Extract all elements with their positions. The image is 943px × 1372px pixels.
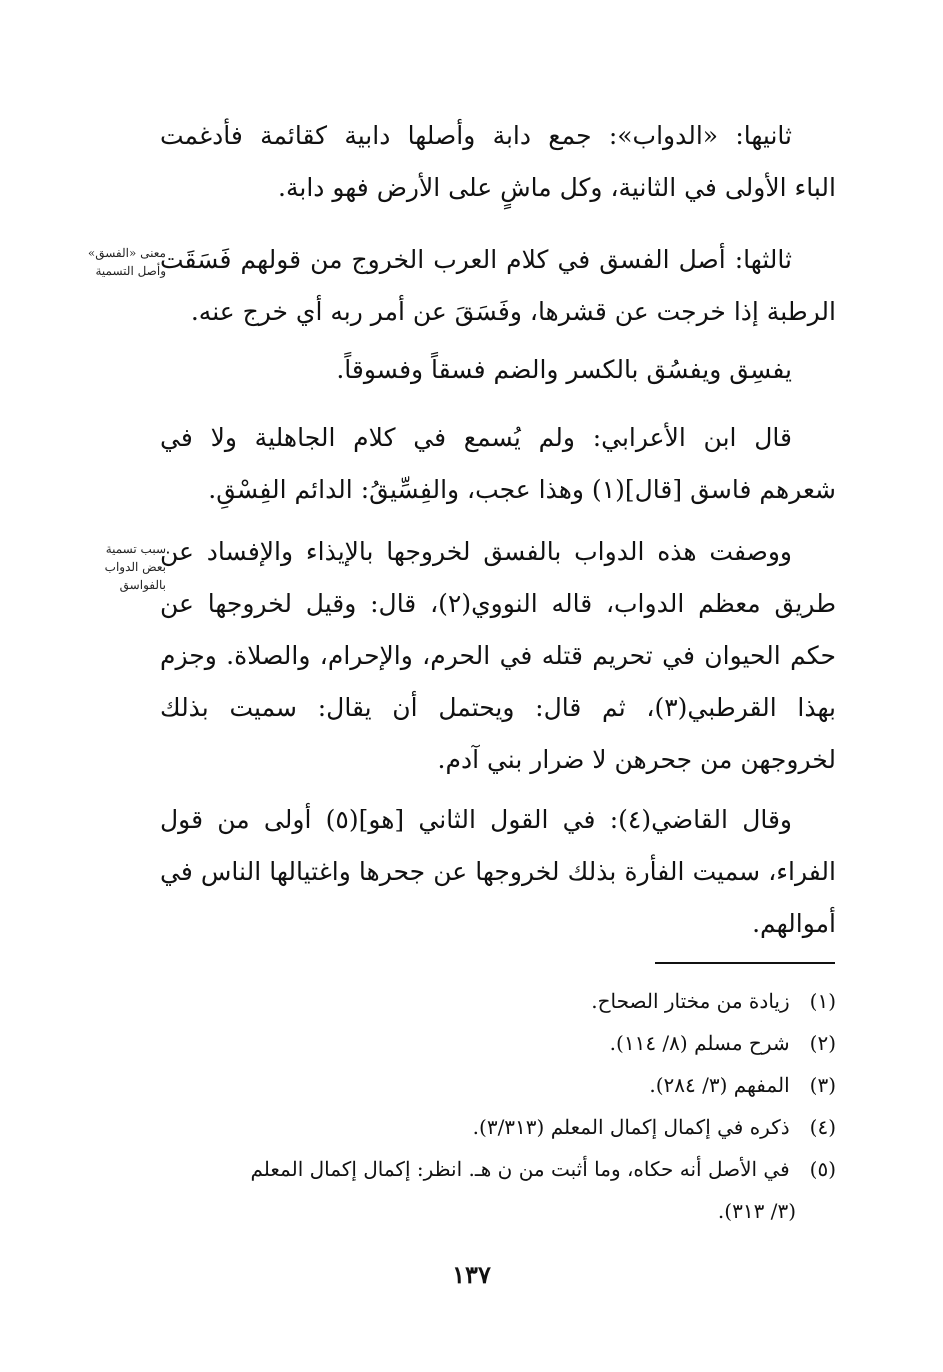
margin-note-2 xyxy=(70,540,166,594)
paragraph-line: قال ابن الأعرابي: ولم يُسمع في كلام الجاهلية ولا في xyxy=(160,423,792,452)
footnote-separator xyxy=(655,962,835,964)
paragraph-2 xyxy=(160,234,836,338)
margin-note-line: سبب تسمية xyxy=(105,542,166,556)
paragraph-line: حكم الحيوان في تحريم قتله في الحرم، والإحرام، والصلاة. وجزم xyxy=(160,641,836,670)
footnote-item xyxy=(160,1064,836,1106)
footnote-text: ذكره في إكمال إكمال المعلم (٣/٣١٣). xyxy=(472,1115,790,1139)
footnote-item xyxy=(160,1106,836,1148)
paragraph-1 xyxy=(160,110,836,214)
paragraph-4 xyxy=(160,412,836,516)
footnote-item xyxy=(160,1022,836,1064)
paragraph-3 xyxy=(160,344,836,396)
margin-note-line: وأصل التسمية xyxy=(95,264,166,278)
paragraph-line: طريق معظم الدواب، قاله النووي(٢)، قال: وقيل لخروجها عن xyxy=(160,589,836,618)
paragraph-line: يفسِق ويفسُق بالكسر والضم فسقاً وفسوقاً. xyxy=(336,355,792,384)
paragraph-6 xyxy=(160,794,836,950)
page-number: ١٣٧ xyxy=(452,1260,491,1289)
paragraph-line: ثالثها: أصل الفسق في كلام العرب الخروج من قولهم فَسَقَت xyxy=(160,245,792,274)
paragraph-line: لخروجهن من جحرهن لا ضرار بني آدم. xyxy=(437,745,836,774)
paragraph-5 xyxy=(160,526,836,786)
footnote-number: (٣) xyxy=(809,1073,836,1097)
footnote-item xyxy=(160,1148,836,1190)
paragraph-line: الباء الأولى في الثانية، وكل ماشٍ على الأرض فهو دابة. xyxy=(278,173,836,202)
footnotes xyxy=(160,980,836,1232)
footnote-number: (٥) xyxy=(809,1157,836,1181)
footnote-text: في الأصل أنه حكاه، وما أثبت من ن هـ. انظر: إكمال إكمال المعلم xyxy=(250,1157,790,1181)
paragraph-line: بهذا القرطبي(٣)، ثم قال: ويحتمل أن يقال: سميت بذلك xyxy=(160,693,836,722)
footnote-number: (٤) xyxy=(809,1115,836,1139)
margin-note-line: بعض الدواب xyxy=(104,560,166,574)
margin-note-line: بالفواسق xyxy=(119,578,166,592)
paragraph-line: أموالهم. xyxy=(752,909,836,938)
paragraph-line: الفراء، سميت الفأرة بذلك لخروجها عن جحرها واغتيالها الناس في xyxy=(160,857,836,886)
footnote-number: (٢) xyxy=(809,1031,836,1055)
footnote-number: (١) xyxy=(809,989,836,1013)
footnote-text: زيادة من مختار الصحاح. xyxy=(591,989,790,1013)
margin-note-line: معنى «الفسق» xyxy=(87,246,166,260)
paragraph-line: الرطبة إذا خرجت عن قشرها، وفَسَقَ عن أمر ربه أي خرج عنه. xyxy=(190,297,836,326)
footnote-item xyxy=(160,980,836,1022)
footnote-text: المفهم (٣/ ٢٨٤). xyxy=(649,1073,790,1097)
paragraph-line: ووصفت هذه الدواب بالفسق لخروجها بالإيذاء والإفساد عن xyxy=(160,537,792,566)
paragraph-line: وقال القاضي(٤): في القول الثاني [هو](٥) أولى من قول xyxy=(160,805,792,834)
paragraph-line: شعرهم فاسق [قال](١) وهذا عجب، والفِسِّيقُ: الدائم الفِسْقِ. xyxy=(208,475,836,504)
paragraph-line: ثانيها: «الدواب»: جمع دابة وأصلها دابية كقائمة فأدغمت xyxy=(160,121,792,150)
footnote-text: شرح مسلم (٨/ ١١٤). xyxy=(609,1031,790,1055)
margin-note-1 xyxy=(70,244,166,280)
footnote-continuation: (٣/ ٣١٣). xyxy=(717,1199,796,1223)
